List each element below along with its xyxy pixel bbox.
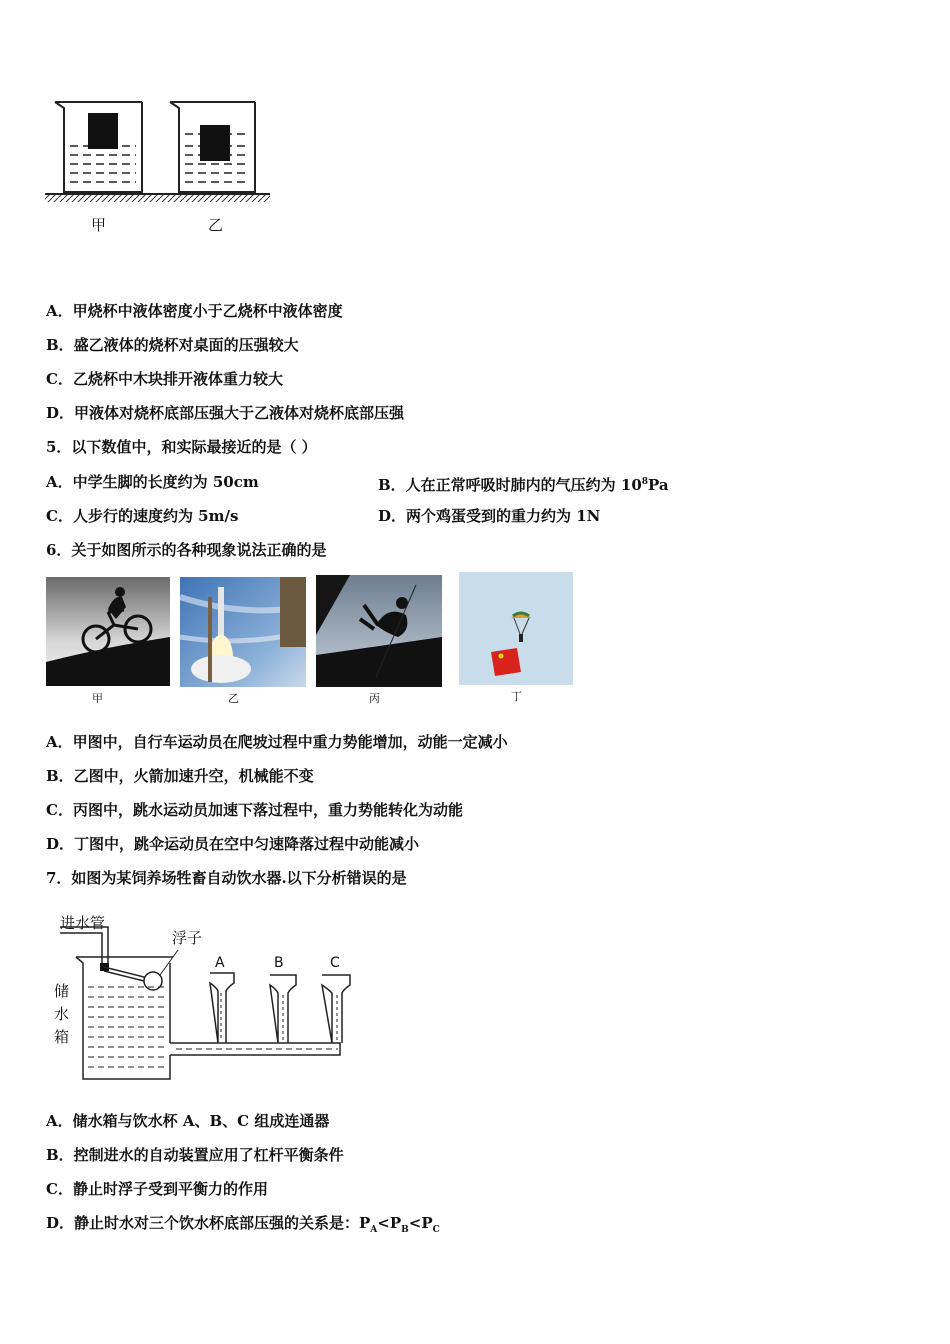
label-cup-c: C [330,955,340,971]
q5-option-b-text: B．人在正常呼吸时肺内的气压约为 10 [378,476,642,494]
table-surface [45,195,270,202]
wood-block-left [88,113,118,149]
q7-sub-b: B [401,1225,409,1235]
q5-option-d: D．两个鸡蛋受到的重力约为 1N [378,507,601,525]
label-cup-a: A [215,955,225,971]
q4-option-c: C．乙烧杯中木块排开液体重力较大 [46,370,283,388]
beaker-label-right: 乙 [208,216,224,234]
label-inlet-pipe: 进水管 [60,914,106,932]
q7-stem: 7．如图为某饲养场牲畜自动饮水器.以下分析错误的是 [46,869,407,887]
q5-option-a: A．中学生脚的长度约为 50cm [46,473,259,491]
q7-option-d [46,1213,440,1240]
q6-caption-yi: 乙 [228,692,239,705]
q6-option-c: C．丙图中，跳水运动员加速下落过程中，重力势能转化为动能 [46,801,463,819]
photo-cyclist [46,577,170,686]
q5-option-b-exponent: 8 [641,477,649,487]
label-tank-2: 水 [54,1005,70,1023]
q6-caption-bing: 丙 [369,692,380,705]
q7-lt-2: <P [408,1214,433,1232]
cup-c [322,975,350,1043]
q5-option-b-unit: Pa [648,476,669,494]
q4-option-d: D．甲液体对烧杯底部压强大于乙液体对烧杯底部压强 [46,404,405,422]
q6-option-b: B．乙图中，火箭加速升空，机械能不变 [46,767,314,785]
beakers-figure [40,96,280,241]
label-tank-1: 储 [54,982,70,1000]
cup-a [210,973,234,1043]
q6-option-d: D．丁图中，跳伞运动员在空中匀速降落过程中动能减小 [46,835,420,853]
q7-sub-c: C [432,1225,440,1235]
q7-option-d-text: D．静止时水对三个饮水杯底部压强的关系是：P [46,1214,371,1232]
q7-option-a: A．储水箱与饮水杯 A、B、C 组成连通器 [46,1112,330,1130]
q5-option-b [378,472,669,495]
q7-option-b: B．控制进水的自动装置应用了杠杆平衡条件 [46,1146,344,1164]
q6-caption-jia: 甲 [92,692,103,705]
q7-sub-a: A [370,1225,378,1235]
q6-caption-ding: 丁 [511,690,522,703]
photo-diver [316,575,442,687]
q6-stem: 6．关于如图所示的各种现象说法正确的是 [46,541,327,559]
q4-option-b: B．盛乙液体的烧杯对桌面的压强较大 [46,336,299,354]
photo-parachutist [459,572,573,685]
label-tank-3: 箱 [54,1028,70,1046]
photo-rocket [180,577,306,687]
wood-block-right [200,125,230,161]
q5-option-c: C．人步行的速度约为 5m/s [46,507,239,525]
label-float: 浮子 [172,929,203,947]
q7-option-c: C．静止时浮子受到平衡力的作用 [46,1180,268,1198]
q5-stem: 5．以下数值中，和实际最接近的是（ ） [46,438,317,456]
q7-lt-1: <P [377,1214,402,1232]
q4-option-a: A．甲烧杯中液体密度小于乙烧杯中液体密度 [46,302,343,320]
beaker-label-left: 甲 [91,216,107,234]
label-cup-b: B [274,955,284,971]
q6-option-a: A．甲图中，自行车运动员在爬坡过程中重力势能增加，动能一定减小 [46,733,508,751]
